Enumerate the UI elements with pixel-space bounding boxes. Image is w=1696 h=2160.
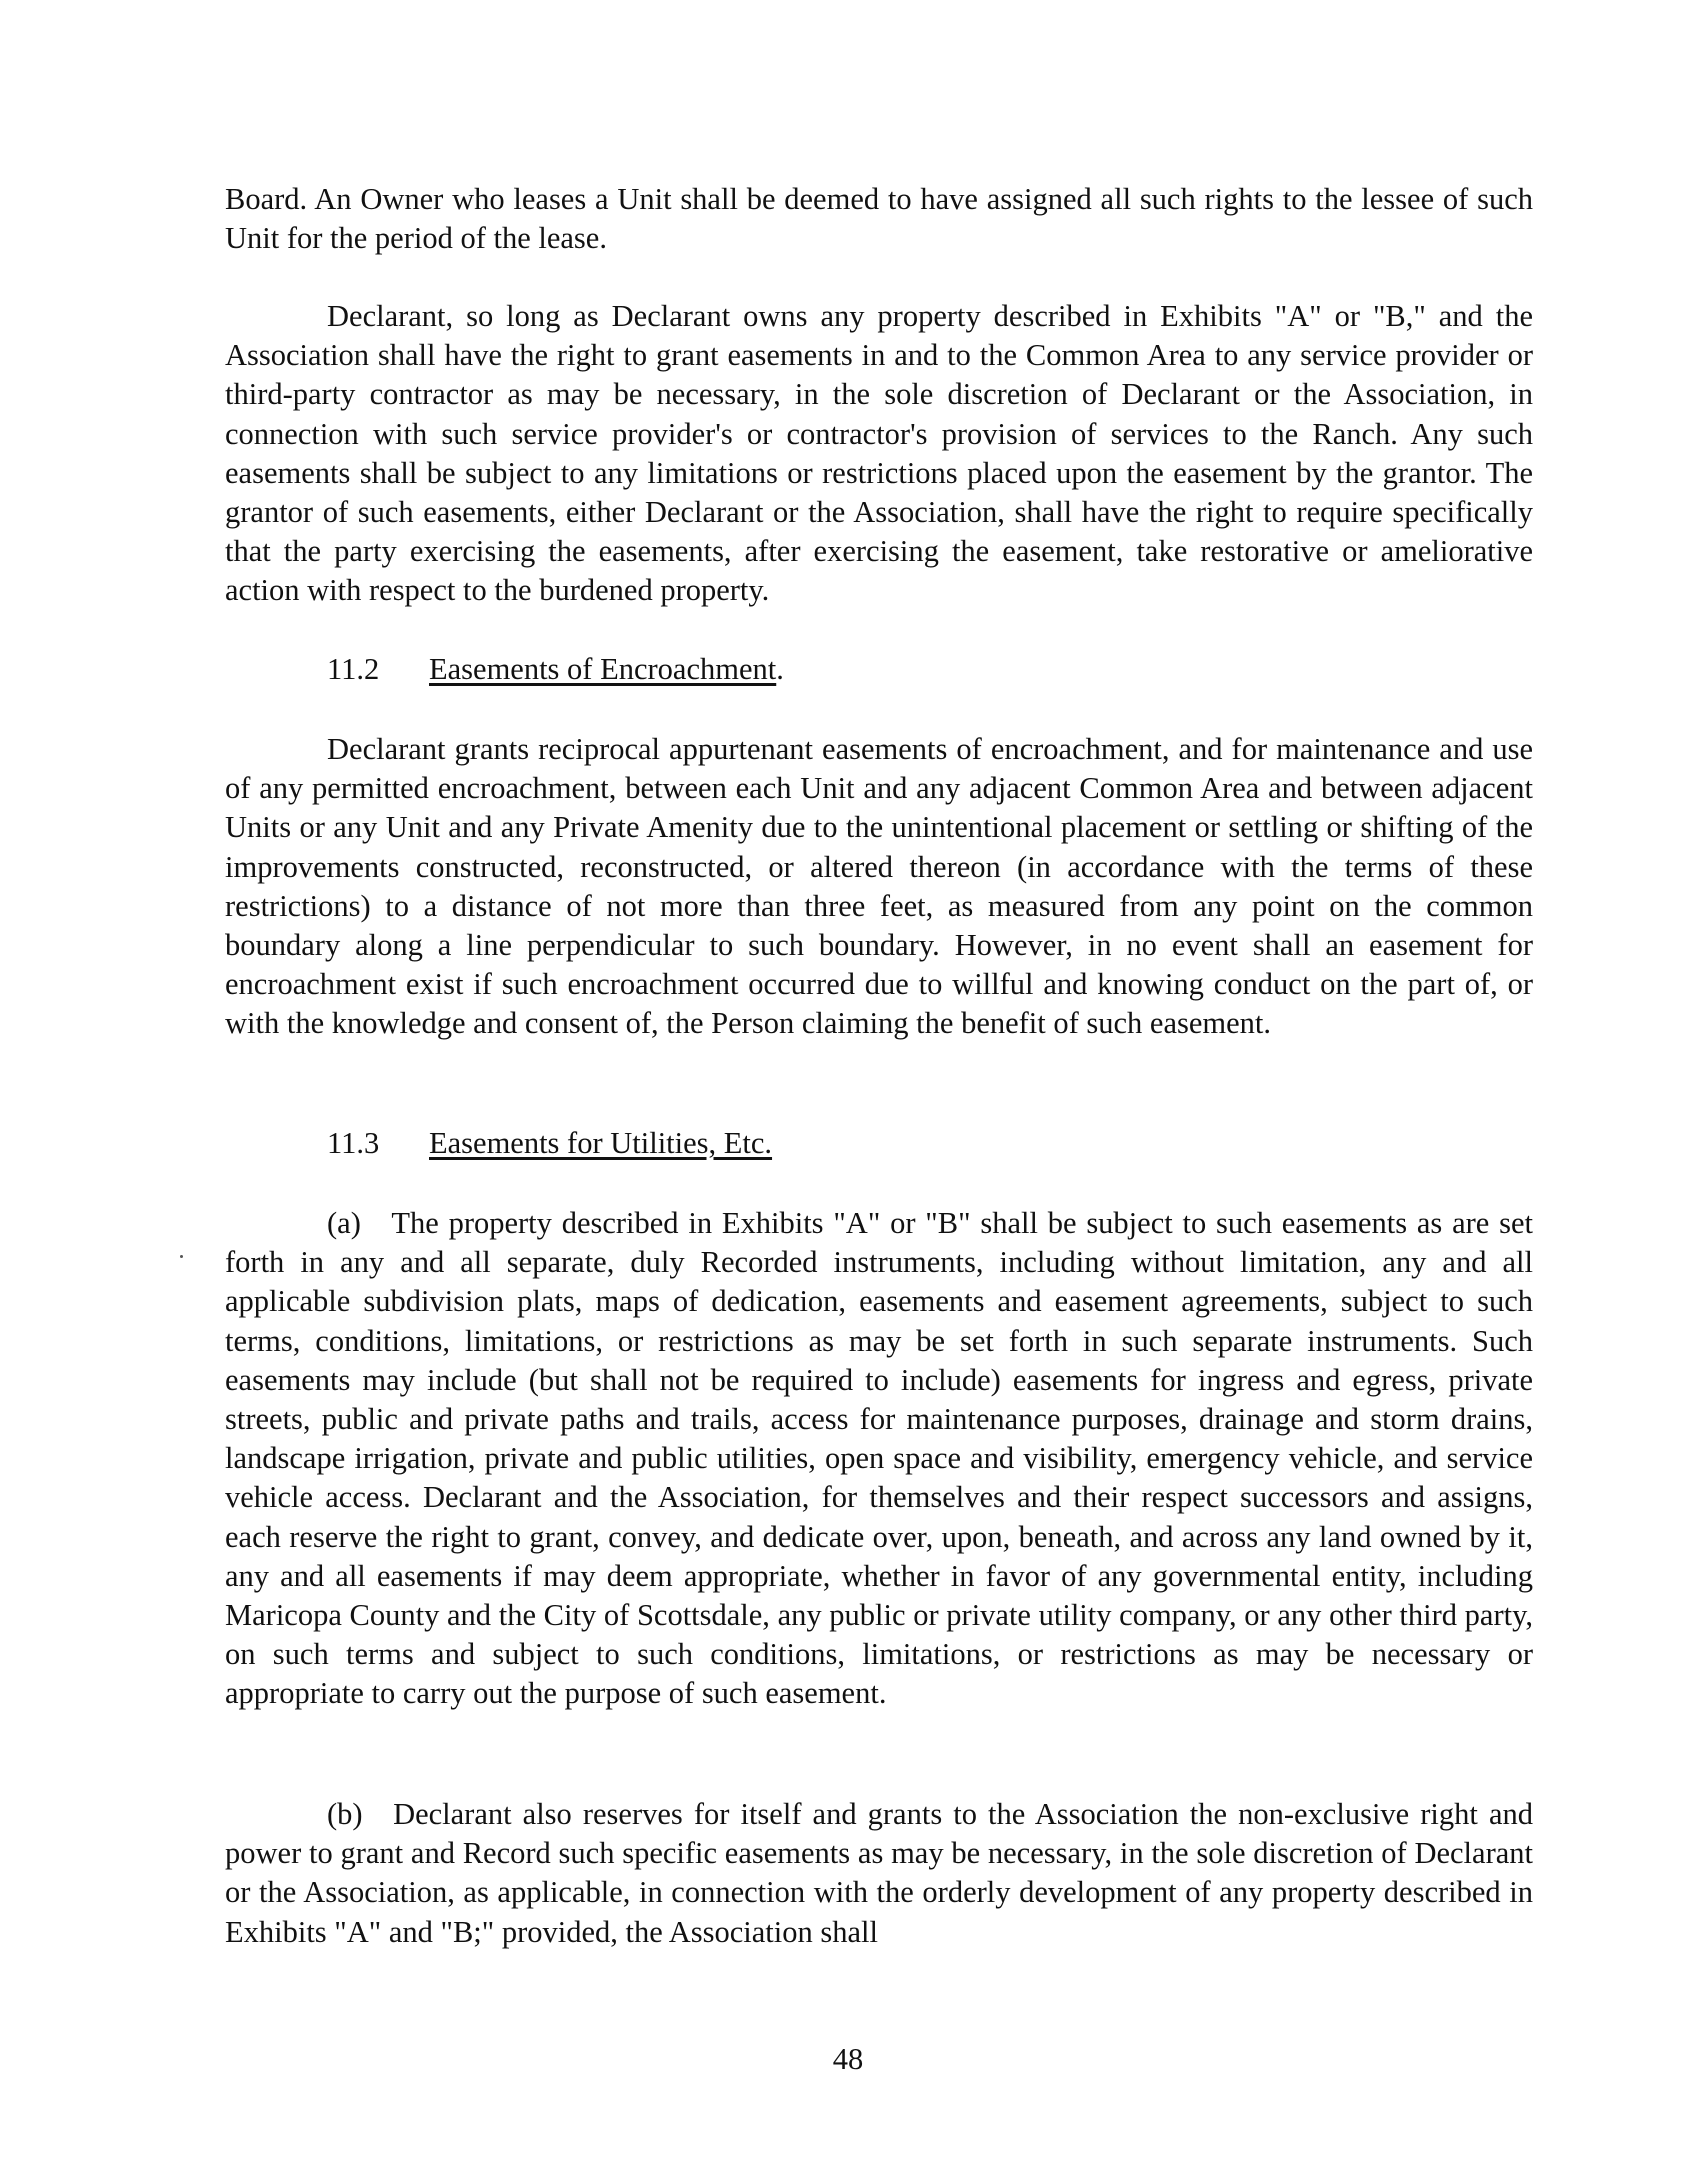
section-number: 11.2 — [327, 652, 380, 686]
paragraph-lease-rights: Board. An Owner who leases a Unit shall be deemed to have assigned all such rights to the lessee of such Unit for the period of the lease. — [225, 182, 1533, 256]
paragraph-encroachment: Declarant grants reciprocal appurtenant easements of encroachment, and for maintenance and use of any permitted encroachment, between each Unit and any adjacent Common Area and between adjacent Units or any Unit and any Private Amenity due to the unintentional placement or settling or shifting of the improvements constructed, reconstructed, or altered thereon (in accordance with the terms of these restrictions) to a distance of not more than three feet, as measured from any point on the common boundary along a line perpendicular to such boundary. However, in no event shall an easement for encroachment exist if such encroachment occurred due to willful and knowing conduct on the part of, or with the knowledge and consent of, the Person claiming the benefit of such easement. — [225, 732, 1533, 1041]
paragraph-service-easements: Declarant, so long as Declarant owns any property described in Exhibits "A" or "B," and the Association shall have the right to grant easements in and to the Common Area to any service provider or third-party contractor as may be necessary, in the sole discretion of Declarant or the Association, in connection with such service provider's or contractor's provision of services to the Ranch. Any such easements shall be subject to any limitations or restrictions placed upon the easement by the grantor. The grantor of such easements, either Declarant or the Association, shall have the right to require specifically that the party exercising the easements, after exercising the easement, take restorative or ameliorative action with respect to the burdened property. — [225, 299, 1533, 608]
section-number: 11.3 — [327, 1126, 380, 1160]
section-title: Easements of Encroachment — [429, 652, 777, 686]
scan-speck — [180, 1255, 183, 1258]
paragraph-a-utilities: (a) The property described in Exhibits "A" or "B" shall be subject to such easements as are set forth in any and all separate, duly Recorded instruments, including without limitation, any and all applicable subdivision plats, maps of dedication, easements and easement agreements, subject to such terms, conditions, limitations, or restrictions as may be set forth in such separate instruments. Such easements may include (but shall not be required to include) easements for ingress and egress, private streets, public and private paths and trails, access for maintenance purposes, drainage and storm drains, landscape irrigation, private and public utilities, open space and visibility, emergency vehicle, and service vehicle access. Declarant and the Association, for themselves and their respect successors and assigns, each reserve the right to grant, convey, and dedicate over, upon, beneath, and across any land owned by it, any and all easements if may deem appropriate, whether in favor of any governmental entity, including Maricopa County and the City of Scottsdale, any public or private utility company, or any other third party, on such terms and subject to such conditions, limitations, or restrictions as may be necessary or appropriate to carry out the purpose of such easement. — [225, 1206, 1533, 1711]
section-title: Easements for Utilities, Etc. — [429, 1126, 773, 1160]
section-title-period: . — [776, 652, 784, 686]
paragraph-b-specific-easements: (b) Declarant also reserves for itself and grants to the Association the non-exclusive right and power to grant and Record such specific easements as may be necessary, in the sole discretion of Declarant or the Association, as applicable, in connection with the orderly development of any property described in Exhibits "A" and "B;" provided, the Association shall — [225, 1797, 1533, 1949]
section-heading-11-2 — [327, 650, 784, 689]
page-number: 48 — [832, 2042, 864, 2076]
section-heading-11-3 — [327, 1124, 772, 1163]
